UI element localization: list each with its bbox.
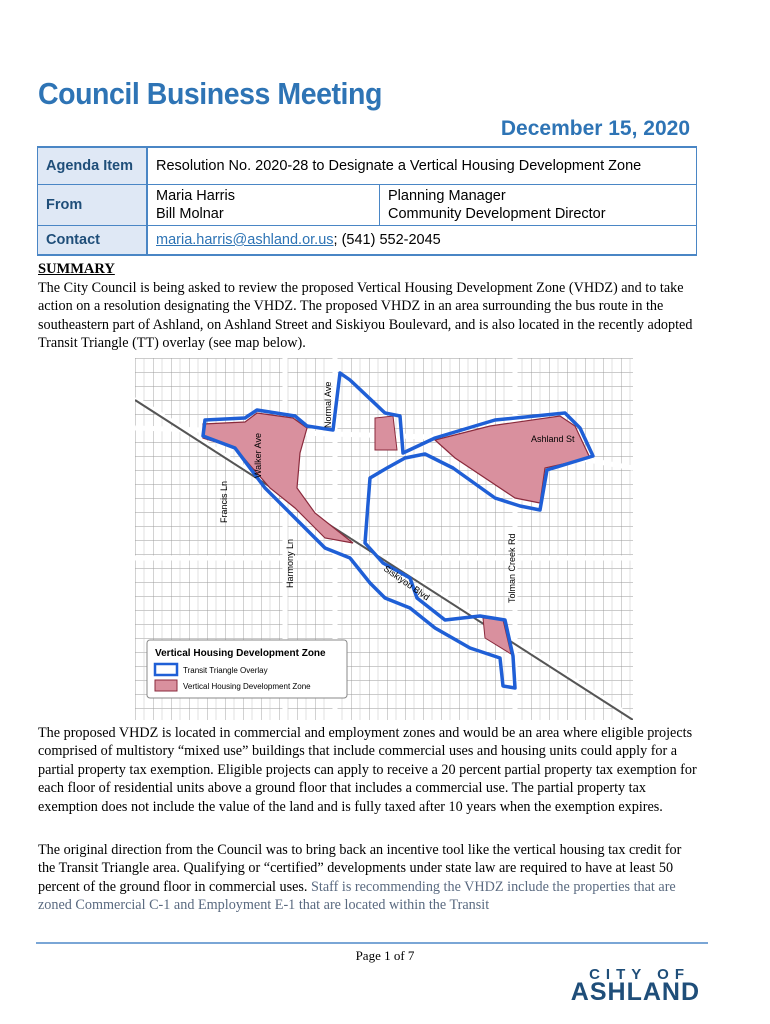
paragraph-3-faded: Staff is recommending the VHDZ include the properties that are zoned Commercial C-1 and Employment E-1 that are located within the Transit	[38, 878, 676, 914]
from-label: From	[38, 185, 148, 226]
label-harmony-ln: Harmony Ln	[285, 538, 295, 588]
label-normal-ave: Normal Ave	[323, 381, 333, 428]
label-francis-ln: Francis Ln	[219, 480, 229, 523]
from-name-2: Bill Molnar	[156, 206, 224, 222]
from-title-2: Community Development Director	[388, 206, 606, 222]
summary-heading: SUMMARY	[38, 261, 115, 277]
contact-value	[147, 226, 697, 256]
meeting-date: December 15, 2020	[500, 117, 690, 140]
summary-paragraph-1: The City Council is being asked to review the proposed Vertical Housing Development Zone (VHDZ) and to take action on a resolution designating the VHDZ. The proposed VHDZ in an area surrounding the bus route in the southeastern part of Ashland, on Ashland Street and Siskiyou Boulevard, and is also located in the recently adopted Transit Triangle (TT) overlay (see map below).	[38, 280, 693, 352]
label-siskiyou-blvd: Siskiyou Blvd	[381, 563, 432, 603]
label-ashland-st: Ashland St	[531, 434, 575, 444]
label-walker-ave: Walker Ave	[253, 432, 263, 478]
paragraph-3-main: The original direction from the Council was to bring back an incentive tool like the vertical housing tax credit for the Transit Triangle area. Qualifying or “certified” developments under state law are required to have at least 50 percent of the ground floor in commercial uses.	[38, 842, 682, 895]
from-row	[38, 185, 697, 226]
legend-label-vhdz: Vertical Housing Development Zone	[183, 682, 311, 691]
page-title: Council Business Meeting	[38, 76, 382, 111]
footer-divider	[36, 942, 708, 944]
contact-phone: (541) 552-2045	[337, 232, 441, 248]
agenda-table	[37, 146, 697, 256]
legend-title: Vertical Housing Development Zone	[155, 648, 326, 659]
legend-label-transit: Transit Triangle Overlay	[183, 666, 268, 675]
agenda-item-row	[38, 147, 697, 185]
from-title-1: Planning Manager	[388, 188, 506, 204]
city-logo-top: CITY OF	[589, 966, 690, 983]
summary-paragraph-2: The proposed VHDZ is located in commercial and employment zones and would be an area where eligible projects comprised of multistory “mixed use” buildings that include commercial uses and housing units could apply for a partial property tax exemption. Eligible projects can apply to receive a 20 percent partial property tax exemption for each floor of residential units above a ground floor that includes a commercial use. The partial property tax exemption does not include the value of the land and is fully taxed after 10 years when the exemption expires.	[38, 725, 697, 815]
contact-email-link[interactable]: maria.harris@ashland.or.us	[156, 232, 334, 248]
from-titles	[380, 185, 697, 226]
city-logo: ASHLAND	[570, 978, 700, 1006]
contact-separator: ;	[333, 232, 338, 248]
contact-row	[38, 226, 697, 256]
from-names	[147, 185, 380, 226]
contact-label: Contact	[38, 226, 148, 256]
agenda-item-label: Agenda Item	[38, 147, 148, 185]
legend-swatch-vhdz	[155, 680, 177, 691]
summary-paragraph-3	[38, 841, 700, 915]
page-number: Page 1 of 7	[355, 948, 415, 963]
map-legend	[147, 640, 347, 698]
from-name-1: Maria Harris	[156, 188, 235, 204]
vhdz-area-normal	[375, 416, 397, 450]
vhdz-map	[135, 358, 633, 720]
label-tolman-creek-rd: Tolman Creek Rd	[507, 533, 517, 603]
agenda-item-value: Resolution No. 2020-28 to Designate a Vertical Housing Development Zone	[147, 147, 697, 185]
